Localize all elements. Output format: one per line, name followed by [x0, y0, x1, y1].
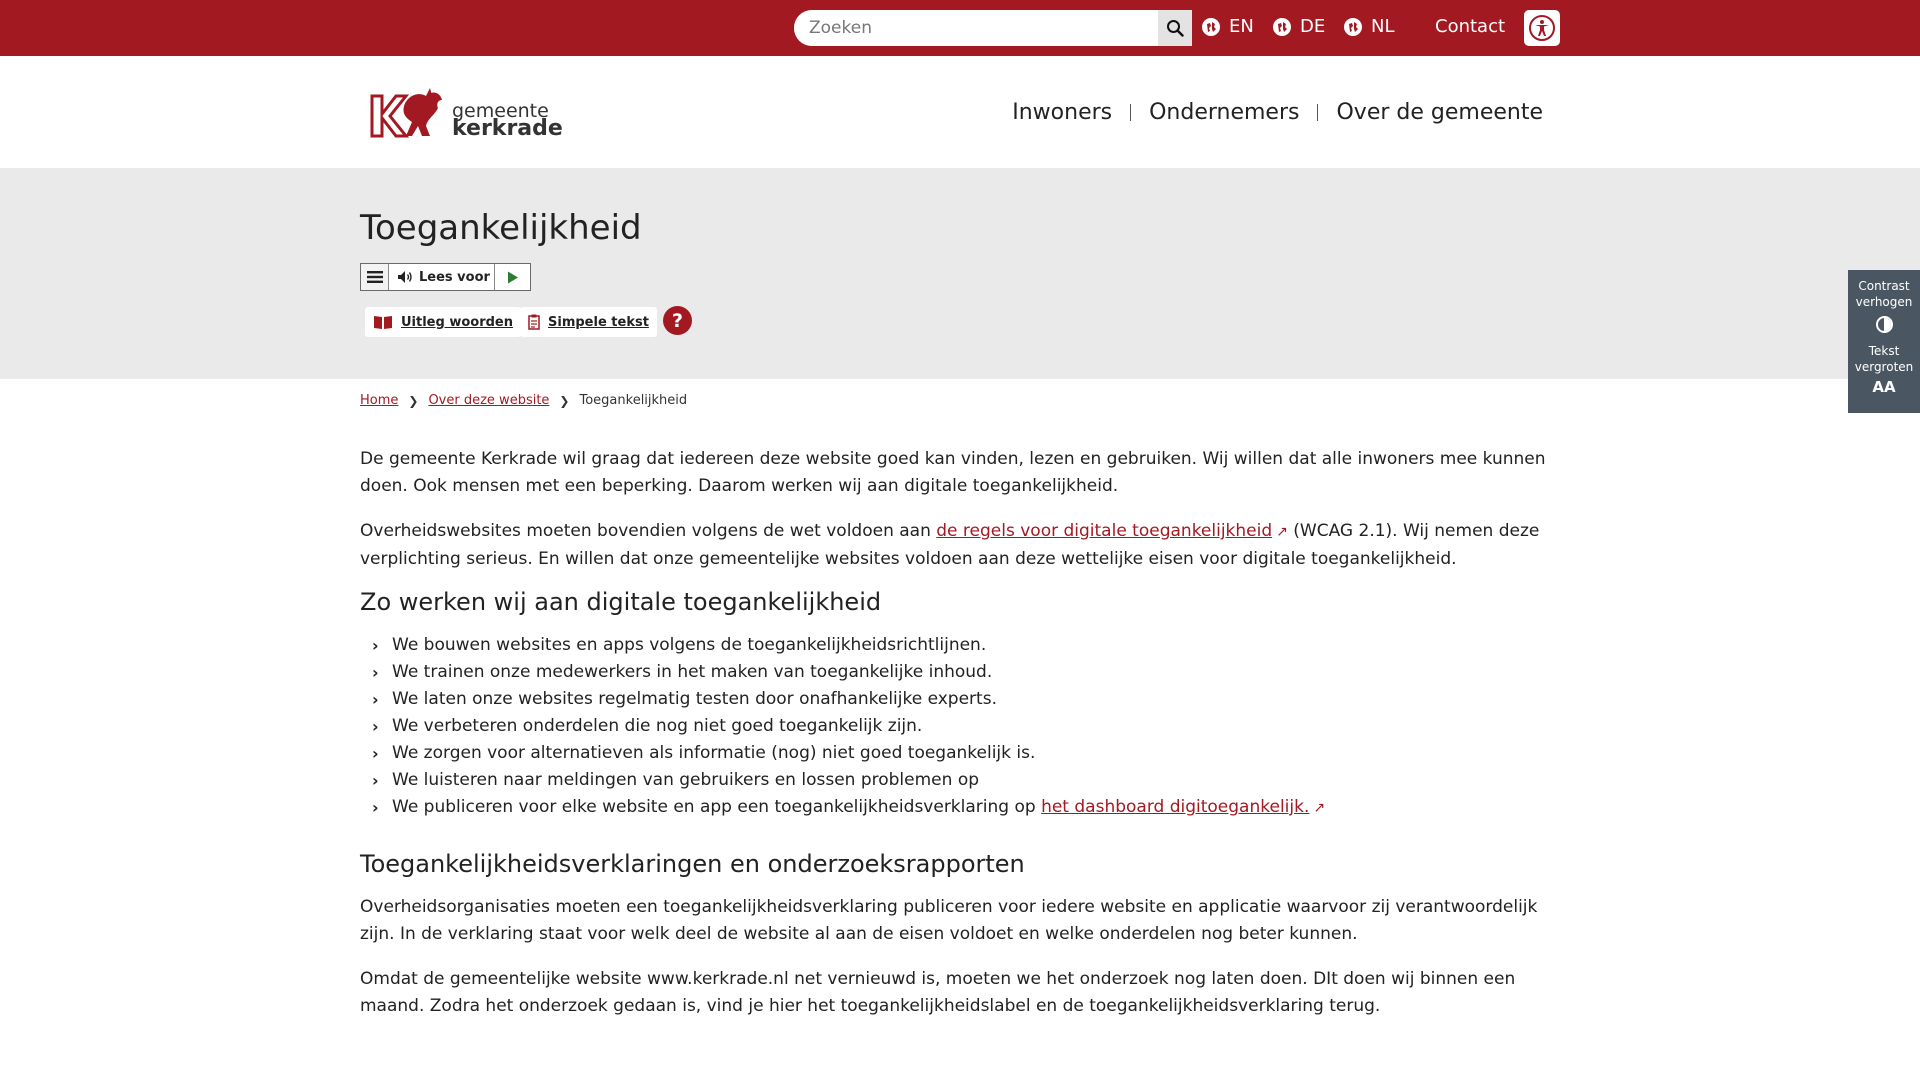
- chevron-right-icon: ›: [372, 663, 379, 682]
- chevron-right-icon: ›: [372, 798, 379, 817]
- text-size-toggle[interactable]: [1848, 333, 1920, 395]
- explain-words-button[interactable]: [365, 307, 521, 337]
- accessibility-button[interactable]: [1524, 10, 1560, 46]
- language-nl-link[interactable]: [1344, 16, 1395, 37]
- nav-item-ondernemers[interactable]: Ondernemers: [1149, 100, 1300, 125]
- language-nl-label: NL: [1371, 16, 1395, 37]
- nav-divider: [1130, 104, 1131, 121]
- search-button[interactable]: [1158, 10, 1192, 46]
- globe-icon: [1273, 18, 1291, 36]
- contact-link[interactable]: Contact: [1435, 16, 1506, 37]
- chevron-right-icon: ›: [372, 771, 379, 790]
- list-item: › We bouwen websites en apps volgens de toegankelijkheidsrichtlijnen.: [360, 632, 1565, 659]
- book-icon: [373, 314, 393, 330]
- play-button[interactable]: [494, 264, 530, 290]
- hamburger-icon: [367, 271, 383, 283]
- list-item: › We luisteren naar meldingen van gebruikers en lossen problemen op: [360, 767, 1565, 794]
- list-item: › We laten onze websites regelmatig testen door onafhankelijke experts.: [360, 686, 1565, 713]
- nav-item-inwoners[interactable]: Inwoners: [1012, 100, 1113, 125]
- play-icon: [507, 271, 519, 284]
- wcag-rules-link[interactable]: de regels voor digitale toegankelijkheid: [936, 521, 1273, 541]
- explain-words-label: Uitleg woorden: [401, 314, 513, 330]
- chevron-right-icon: ❯: [408, 393, 419, 408]
- search-icon: [1166, 19, 1184, 37]
- list-item: › We publiceren voor elke website en app een toegankelijkheidsverklaring op het dashboard digitoegankelijk. ↗: [360, 794, 1565, 821]
- dashboard-link[interactable]: het dashboard digitoegankelijk.: [1041, 797, 1310, 817]
- accessibility-icon: [1528, 14, 1556, 42]
- intro-paragraph: De gemeente Kerkrade wil graag dat iedereen deze website goed kan vinden, lezen en gebruiken. Wij willen dat alle inwoners mee kunnen doen. Ook mensen met een beperking. Daarom werken wij aan digitale toegankelijkheid.: [360, 449, 1546, 496]
- logo-line-1: gemeente: [452, 100, 549, 122]
- list-item: › We zorgen voor alternatieven als informatie (nog) niet goed toegankelijk is.: [360, 740, 1565, 767]
- language-en-label: EN: [1229, 16, 1254, 37]
- accessibility-side-panel: [1848, 270, 1920, 413]
- speaker-icon: [397, 270, 413, 284]
- reader-menu-button[interactable]: [361, 264, 389, 290]
- page-hero: [0, 168, 1920, 379]
- main-nav: [1012, 100, 1543, 125]
- top-bar: [0, 0, 1920, 56]
- chevron-right-icon: ›: [372, 690, 379, 709]
- contrast-label: Contrast verhogen: [1855, 279, 1913, 309]
- site-logo[interactable]: [368, 86, 563, 142]
- breadcrumb-parent[interactable]: Over deze website: [428, 393, 550, 408]
- chevron-right-icon: ›: [372, 717, 379, 736]
- breadcrumb: [360, 393, 687, 408]
- breadcrumb-home[interactable]: Home: [360, 393, 399, 408]
- nav-item-over-de-gemeente[interactable]: Over de gemeente: [1336, 100, 1543, 125]
- statements-paragraph: Overheidsorganisaties moeten een toegankelijkheidsverklaring publiceren voor iedere website en applicatie waarvoor zij verantwoordelijk zijn. In de verklaring staat voor welk deel de website al aan de eisen voldoet en welke onderdelen nog beter kunnen.: [360, 897, 1538, 944]
- page-title: Toegankelijkheid: [360, 208, 642, 248]
- globe-icon: [1202, 18, 1220, 36]
- approach-list: [360, 632, 1565, 821]
- research-paragraph: Omdat de gemeentelijke website www.kerkrade.nl net vernieuwd is, moeten we het onderzoek nog laten doen. DIt doen wij binnen een maand. Zodra het onderzoek gedaan is, vind je hier het toegankelijkheidslabel en de toegankelijkheidsverklaring terug.: [360, 969, 1516, 1016]
- simple-text-button[interactable]: [520, 307, 657, 337]
- site-header: [0, 56, 1920, 168]
- chevron-right-icon: ❯: [559, 393, 570, 408]
- wcag-paragraph: [360, 518, 1565, 573]
- list-item: › We verbeteren onderdelen die nog niet goed toegankelijk zijn.: [360, 713, 1565, 740]
- contrast-toggle[interactable]: [1848, 270, 1920, 333]
- list-item: › We trainen onze medewerkers in het maken van toegankelijke inhoud.: [360, 659, 1565, 686]
- contrast-icon: [1876, 316, 1893, 333]
- clipboard-icon: [528, 314, 540, 330]
- wcag-text-after: (WCAG 2.1). Wij nemen deze verplichting serieus. En willen dat onze gemeentelijke websites voldoen aan deze wettelijke eisen voor digitale toegankelijkheid.: [360, 521, 1540, 569]
- text-size-label: Tekst vergroten: [1854, 344, 1914, 374]
- read-aloud-widget: [360, 263, 531, 291]
- breadcrumb-current: Toegankelijkheid: [579, 393, 688, 408]
- external-link-icon: ↗: [1313, 800, 1326, 816]
- chevron-right-icon: ›: [372, 636, 379, 655]
- section-heading-approach: Zo werken wij aan digitale toegankelijkheid: [360, 588, 882, 616]
- read-aloud-button[interactable]: [389, 264, 494, 290]
- section-heading-statements: Toegankelijkheidsverklaringen en onderzoeksrapporten: [360, 850, 1025, 878]
- main-content: [360, 446, 1565, 1038]
- text-size-icon: AA: [1872, 378, 1896, 396]
- external-link-icon: ↗: [1276, 524, 1288, 540]
- kerkrade-logo-icon: [368, 86, 448, 142]
- chevron-right-icon: ›: [372, 744, 379, 763]
- search-input[interactable]: [794, 10, 1158, 46]
- read-aloud-label: Lees voor: [419, 269, 490, 285]
- nav-divider: [1317, 104, 1318, 121]
- help-button[interactable]: ?: [663, 306, 692, 335]
- wcag-text-before: Overheidswebsites moeten bovendien volgens de wet voldoen aan: [360, 521, 937, 541]
- search-bar: [794, 10, 1192, 46]
- logo-line-2: kerkrade: [452, 116, 563, 141]
- globe-icon: [1344, 18, 1362, 36]
- language-en-link[interactable]: [1202, 16, 1254, 37]
- language-de-label: DE: [1300, 16, 1326, 37]
- language-de-link[interactable]: [1273, 16, 1325, 37]
- simple-text-label: Simpele tekst: [548, 314, 649, 330]
